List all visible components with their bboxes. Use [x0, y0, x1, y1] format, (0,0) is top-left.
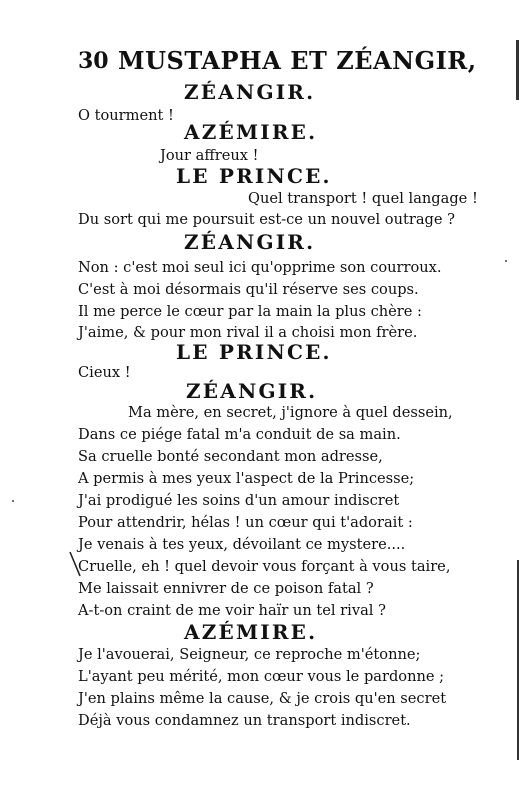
speaker-name: LE PRINCE.: [176, 340, 332, 364]
verse-line: Ma mère, en secret, j'ignore à quel dessein,: [128, 404, 453, 421]
speaker-name: AZÉMIRE.: [184, 620, 318, 644]
verse-line: Quel transport ! quel langage !: [248, 190, 478, 207]
paper-speck: [12, 500, 14, 502]
verse-line: J'en plains même la cause, & je crois qu'en secret: [78, 690, 447, 707]
verse-line: L'ayant peu mérité, mon cœur vous le pardonne ;: [78, 668, 445, 685]
verse-line: Non : c'est moi seul ici qu'opprime son courroux.: [78, 259, 442, 276]
verse-line: Dans ce piége fatal m'a conduit de sa main.: [78, 426, 401, 443]
verse-line: O tourment !: [78, 107, 174, 124]
verse-line: C'est à moi désormais qu'il réserve ses coups.: [78, 281, 419, 298]
scan-edge-mark: [516, 40, 519, 100]
verse-line: A-t-on craint de me voir haïr un tel rival ?: [78, 602, 386, 619]
verse-line: Pour attendrir, hélas ! un cœur qui t'adorait :: [78, 514, 413, 531]
speaker-name: ZÉANGIR.: [184, 230, 316, 254]
verse-line: Du sort qui me poursuit est-ce un nouvel outrage ?: [78, 211, 455, 228]
verse-line: Cruelle, eh ! quel devoir vous forçant à vous taire,: [78, 558, 451, 575]
running-title: MUSTAPHA ET ZÉANGIR,: [118, 46, 477, 75]
page-number: 30: [78, 48, 109, 74]
verse-line: Je l'avouerai, Seigneur, ce reproche m'étonne;: [78, 646, 421, 663]
verse-line: Cieux !: [78, 364, 131, 381]
verse-line: Il me perce le cœur par la main la plus chère :: [78, 303, 422, 320]
verse-line: A permis à mes yeux l'aspect de la Princesse;: [78, 470, 415, 487]
speaker-name: AZÉMIRE.: [184, 120, 318, 144]
speaker-name: ZÉANGIR.: [186, 379, 318, 403]
speaker-name: ZÉANGIR.: [184, 80, 316, 104]
verse-line: Je venais à tes yeux, dévoilant ce mystere....: [78, 536, 406, 553]
verse-line: J'aime, & pour mon rival il a choisi mon frère.: [78, 324, 418, 341]
verse-line: J'ai prodigué les soins d'un amour indiscret: [78, 492, 400, 509]
margin-pen-mark: [68, 550, 84, 580]
paper-speck: [505, 260, 507, 262]
speaker-name: LE PRINCE.: [176, 164, 332, 188]
verse-line: Sa cruelle bonté secondant mon adresse,: [78, 448, 383, 465]
scan-edge-mark: [517, 560, 519, 760]
verse-line: Déjà vous condamnez un transport indiscret.: [78, 712, 411, 729]
verse-line: Me laissait ennivrer de ce poison fatal ?: [78, 580, 374, 597]
verse-line: Jour affreux !: [160, 147, 259, 164]
